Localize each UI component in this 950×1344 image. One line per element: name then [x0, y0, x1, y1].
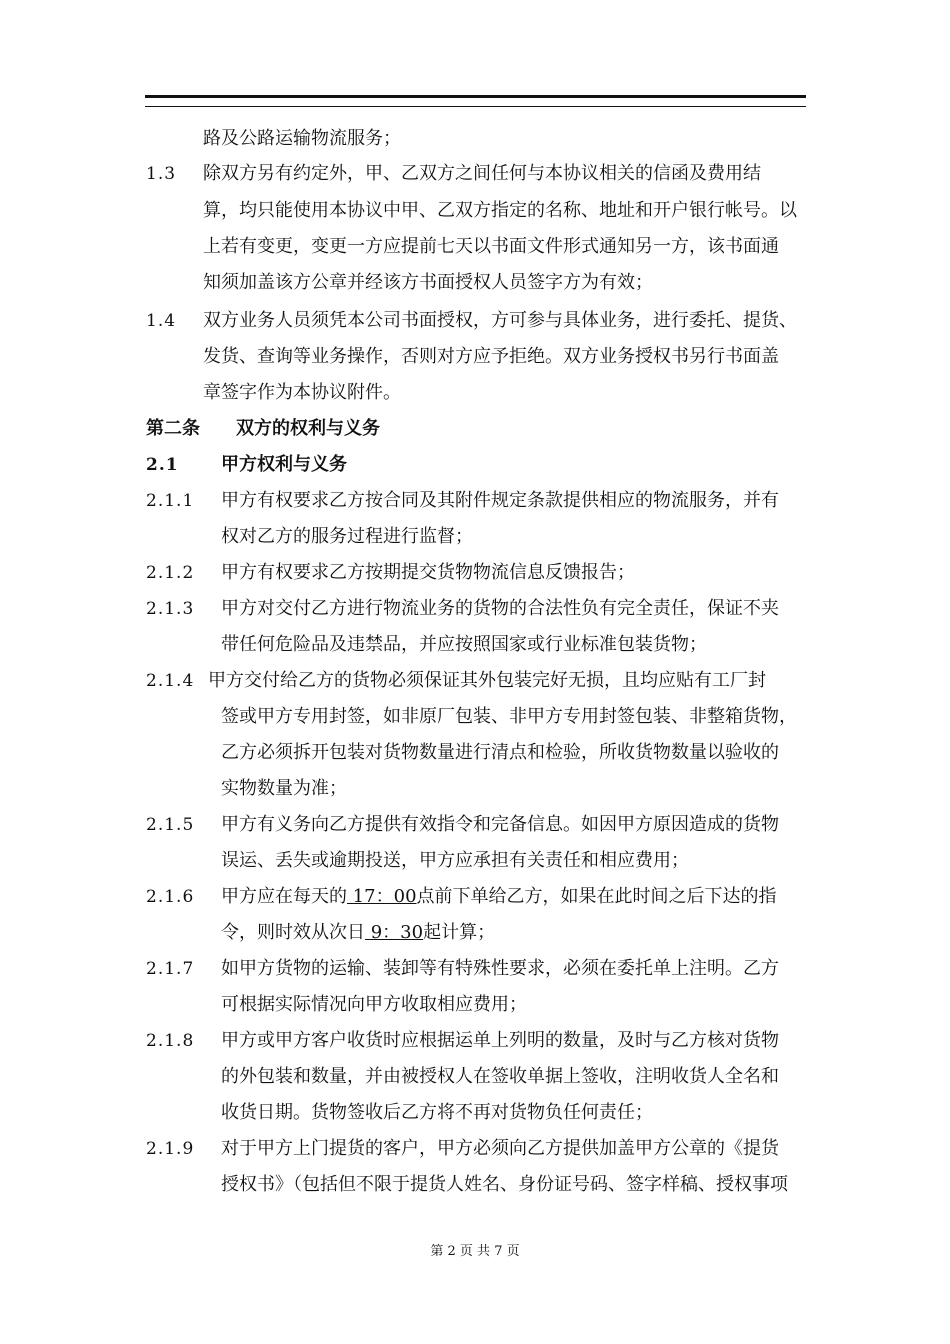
section-title: 甲方权利与义务: [221, 454, 347, 475]
clause-text-line: [221, 922, 495, 944]
deadline-time: 17：00: [347, 886, 417, 907]
clause-text-line: 可根据实际情况向甲方收取相应费用；: [221, 994, 527, 1015]
clause-text-line: 甲方有权要求乙方按合同及其附件规定条款提供相应的物流服务，并有: [221, 490, 779, 511]
clause-number: 2.1.9: [146, 1139, 195, 1159]
clause-text-line: 收货日期。货物签收后乙方将不再对货物负任何责任；: [221, 1102, 653, 1123]
clause-text-line: 双方业务人员须凭本公司书面授权，方可参与具体业务，进行委托、提货、: [203, 310, 797, 331]
clause-text-line: 授权书》（包括但不限于提货人姓名、身份证号码、签字样稿、授权事项: [221, 1174, 788, 1195]
clause-number: 2.1.4: [146, 671, 195, 691]
clause-text: 令，则时效从次日: [221, 922, 365, 943]
clause-text-line: 签或甲方专用封签，如非原厂包装、非甲方专用封签包装、非整箱货物，: [221, 706, 797, 727]
clause-number: 1.3: [146, 164, 177, 184]
start-time: 9：30: [365, 922, 424, 943]
clause-text: 起计算；: [423, 922, 496, 943]
clause-text-line: 算，均只能使用本协议中甲、乙双方指定的名称、地址和开户银行帐号。以: [203, 200, 797, 221]
clause-number: 2.1.6: [146, 887, 195, 907]
header-rule-thin: [145, 106, 806, 107]
clause-text-line: 甲方或甲方客户收货时应根据运单上列明的数量，及时与乙方核对货物: [221, 1030, 779, 1051]
clause-number: 2.1.1: [146, 491, 195, 511]
clause-text-line: 上若有变更，变更一方应提前七天以书面文件形式通知另一方，该书面通: [203, 236, 779, 257]
continuation-text: 路及公路运输物流服务；: [203, 128, 401, 149]
clause-number: 2.1.2: [146, 563, 195, 583]
clause-text-line: 章签字作为本协议附件。: [203, 382, 401, 403]
clause-text-line: [221, 886, 777, 908]
clause-text-line: 带任何危险品及违禁品，并应按照国家或行业标准包装货物；: [221, 634, 707, 655]
clause-text-line: 甲方有权要求乙方按期提交货物物流信息反馈报告；: [221, 562, 635, 583]
clause-number: 2.1.8: [146, 1031, 195, 1051]
clause-text-line: 权对乙方的服务过程进行监督；: [221, 526, 473, 547]
clause-text-line: 除双方另有约定外，甲、乙双方之间任何与本协议相关的信函及费用结: [203, 163, 761, 184]
clause-text-line: 实物数量为准；: [221, 778, 347, 799]
clause-number: 1.4: [146, 311, 177, 331]
clause-text-line: 如甲方货物的运输、装卸等有特殊性要求，必须在委托单上注明。乙方: [221, 958, 779, 979]
clause-text-line: 误运、丢失或逾期投送，甲方应承担有关责任和相应费用；: [221, 850, 689, 871]
section-number: 2.1: [146, 455, 179, 475]
clause-text-line: 知须加盖该方公章并经该方书面授权人员签字方为有效；: [203, 272, 653, 293]
clause-text-line: 甲方有义务向乙方提供有效指令和完备信息。如因甲方原因造成的货物: [221, 814, 779, 835]
clause-number: 2.1.5: [146, 815, 195, 835]
clause-text: 点前下单给乙方，如果在此时间之后下达的指: [416, 886, 777, 907]
clause-text: 甲方应在每天的: [221, 886, 347, 907]
clause-text-line: 发货、查询等业务操作，否则对方应予拒绝。双方业务授权书另行书面盖: [203, 346, 779, 367]
header-rule-thick: [145, 95, 806, 98]
clause-text-line: 甲方对交付乙方进行物流业务的货物的合法性负有完全责任，保证不夹: [221, 598, 779, 619]
page-footer: 第 2 页 共 7 页: [430, 1244, 520, 1259]
clause-number: 2.1.7: [146, 959, 195, 979]
article-label: 第二条: [146, 418, 200, 439]
clause-text-line: 对于甲方上门提货的客户，甲方必须向乙方提供加盖甲方公章的《提货: [221, 1138, 779, 1159]
clause-text-line: 的外包装和数量，并由被授权人在签收单据上签收，注明收货人全名和: [221, 1066, 779, 1087]
article-title: 双方的权利与义务: [236, 418, 380, 439]
clause-text-line: 甲方交付给乙方的货物必须保证其外包装完好无损，且均应贴有工厂封: [208, 670, 766, 691]
clause-number: 2.1.3: [146, 599, 195, 619]
clause-text-line: 乙方必须拆开包装对货物数量进行清点和检验，所收货物数量以验收的: [221, 742, 779, 763]
